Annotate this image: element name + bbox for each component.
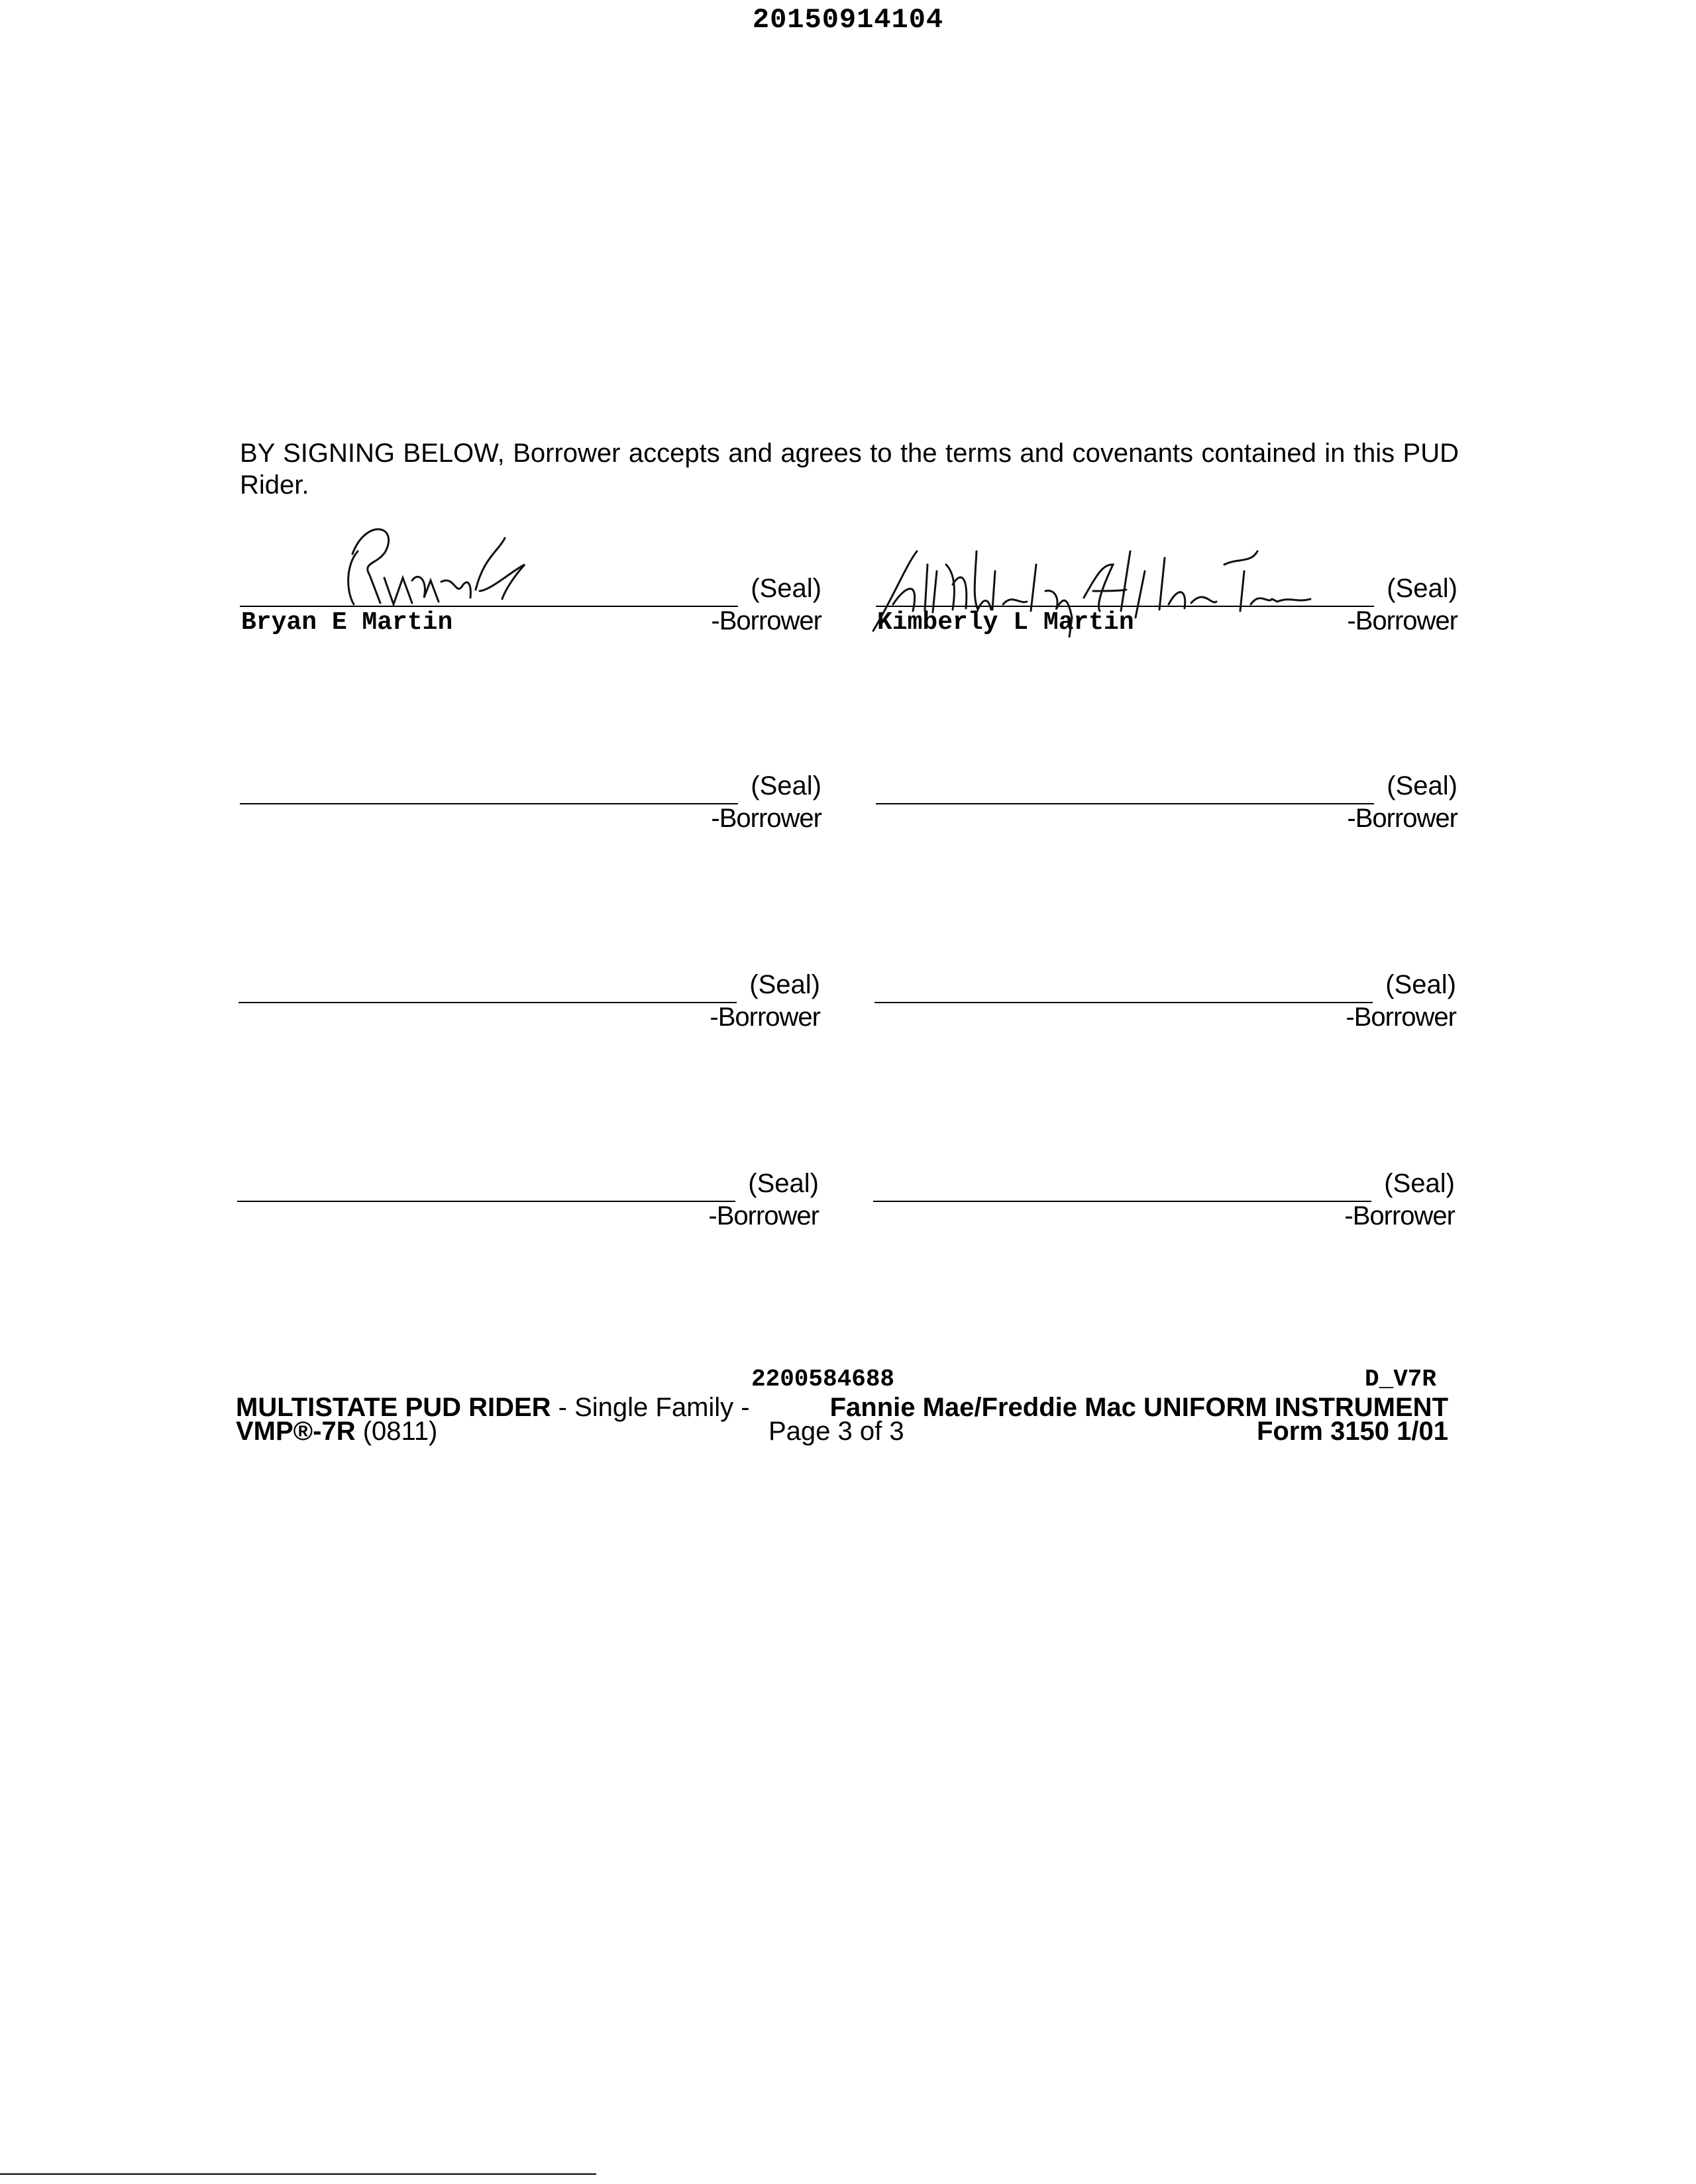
vmp-code: VMP®-7R — [236, 1417, 356, 1446]
signature-line — [240, 606, 738, 607]
signature-line — [876, 606, 1374, 607]
signature-line — [240, 803, 738, 804]
borrower-name: Bryan E Martin — [241, 608, 453, 637]
bottom-rule — [0, 2173, 596, 2175]
signature-block-2 — [876, 571, 1458, 644]
signature-line — [237, 1201, 735, 1202]
borrower-label: -Borrower — [1346, 1003, 1456, 1032]
seal-label: (Seal) — [748, 1169, 819, 1198]
seal-label: (Seal) — [1387, 574, 1458, 603]
borrower-label: -Borrower — [1347, 804, 1458, 833]
signature-block-5 — [238, 967, 820, 1040]
signature-block-1 — [240, 571, 822, 644]
seal-label: (Seal) — [1385, 970, 1456, 999]
signature-block-8 — [873, 1166, 1455, 1239]
form-number: Form 3150 1/01 — [1256, 1417, 1448, 1446]
signature-line — [874, 1002, 1373, 1003]
form-subtitle: - Single Family - — [551, 1393, 757, 1422]
borrower-label: -Borrower — [710, 1003, 820, 1032]
page-indicator: Page 3 of 3 — [768, 1417, 904, 1446]
borrower-name: Kimberly L Martin — [877, 608, 1134, 637]
borrower-label: -Borrower — [711, 606, 822, 635]
signature-block-7 — [237, 1166, 819, 1239]
signature-line — [238, 1002, 737, 1003]
vmp-version: (0811) — [355, 1417, 438, 1446]
signature-block-6 — [874, 967, 1456, 1040]
uniform-instrument: Fannie Mae/Freddie Mac UNIFORM INSTRUMENT — [829, 1393, 1448, 1422]
seal-label: (Seal) — [751, 574, 822, 603]
signature-block-3 — [240, 769, 822, 842]
seal-label: (Seal) — [751, 771, 822, 800]
seal-label: (Seal) — [1387, 771, 1458, 800]
signing-statement: BY SIGNING BELOW, Borrower accepts and agrees to the terms and covenants contained in this PUD Rider. — [240, 439, 1459, 500]
signature-bryan-e-martin — [306, 512, 584, 618]
signature-line — [876, 803, 1374, 804]
loan-number: 2200584688 — [751, 1366, 895, 1393]
document-number: 20150914104 — [752, 4, 944, 36]
signature-block-4 — [876, 769, 1458, 842]
borrower-label: -Borrower — [708, 1201, 819, 1230]
seal-label: (Seal) — [749, 970, 820, 999]
borrower-label: -Borrower — [711, 804, 822, 833]
seal-label: (Seal) — [1384, 1169, 1455, 1198]
form-code: D_V7R — [1365, 1366, 1437, 1393]
signature-line — [873, 1201, 1371, 1202]
footer-meta-row — [236, 1417, 1455, 1446]
borrower-label: -Borrower — [1344, 1201, 1455, 1230]
form-title: MULTISTATE PUD RIDER — [236, 1393, 551, 1422]
borrower-label: -Borrower — [1347, 606, 1458, 635]
